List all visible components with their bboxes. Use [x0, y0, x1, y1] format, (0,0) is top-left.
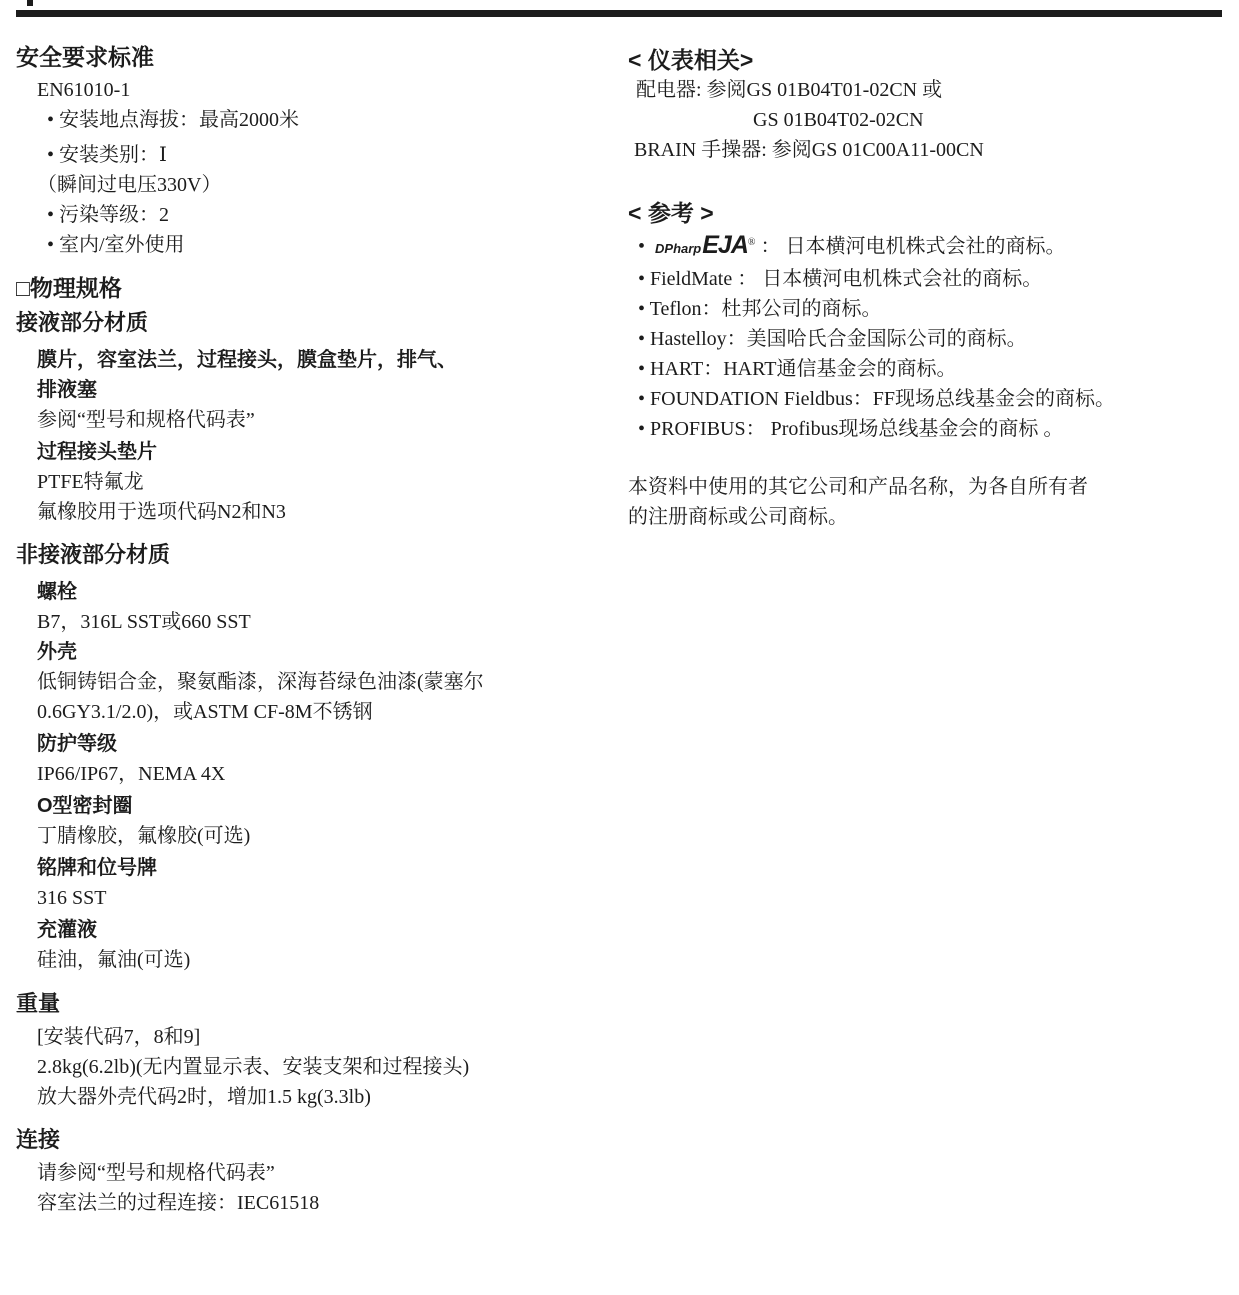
trademark-item: • FieldMate ： 日本横河电机株式会社的商标。 [638, 267, 1043, 290]
section-title-safety-standards: 安全要求标准 [16, 44, 154, 70]
spec-label: 铭牌和位号牌 [37, 857, 157, 879]
spec-label: 防护等级 [37, 733, 117, 755]
reference-line: GS 01B04T02-02CN [753, 109, 924, 131]
spec-label: 螺栓 [37, 581, 77, 603]
header-rule [16, 10, 1222, 17]
section-title-wetted-materials: 接液部分材质 [16, 310, 149, 335]
spec-line: 低铜铸铝合金，聚氨酯漆，深海苔绿色油漆(蒙塞尔 [37, 671, 484, 693]
spec-line: B7，316L SST或660 SST [37, 611, 251, 633]
spec-line: PTFE特氟龙 [37, 471, 144, 493]
spec-line: IP66/IP67，NEMA 4X [37, 763, 226, 785]
right-column [628, 36, 1234, 532]
spec-line: [安装代码7，8和9] [37, 1026, 201, 1048]
spec-line-bullet: • 安装地点海拔：最高2000米 [47, 109, 300, 131]
section-title-physical-spec: □物理规格 [16, 275, 122, 301]
trademark-item: • FOUNDATION Fieldbus：FF现场总线基金会的商标。 [638, 387, 1116, 410]
spec-line: （瞬间过电压330V） [37, 174, 222, 196]
spec-line: 硅油，氟油(可选) [37, 949, 191, 971]
registered-mark-icon: ® [747, 237, 756, 248]
trademark-item: • Teflon：杜邦公司的商标。 [638, 297, 882, 320]
bullet-glyph: • [638, 235, 646, 258]
reference-line: BRAIN 手操器: 参阅GS 01C00A11-00CN [634, 139, 984, 161]
spec-label: 膜片，容室法兰，过程接头，膜盒垫片，排气、 [37, 349, 457, 371]
section-title-nonwetted-materials: 非接液部分材质 [16, 542, 171, 567]
spec-line: 参阅“型号和规格代码表” [37, 409, 255, 431]
trademark-item: • Hastelloy：美国哈氏合金国际公司的商标。 [638, 327, 1027, 350]
dpharp-logo: DPharp [655, 240, 702, 256]
trademark-text: ： 日本横河电机株式会社的商标。 [755, 235, 1066, 258]
trademark-item-ejalogo [628, 228, 1234, 264]
page-crop-mark [27, 0, 33, 6]
section-title-connection: 连接 [16, 1127, 61, 1152]
spec-line: 316 SST [37, 887, 107, 909]
spec-line: 容室法兰的过程连接：IEC61518 [37, 1192, 320, 1214]
spec-label: 充灌液 [37, 919, 97, 941]
reference-line: 配电器: 参阅GS 01B04T01-02CN 或 [636, 79, 943, 101]
section-title-weight: 重量 [16, 991, 61, 1016]
spec-line: 2.8kg(6.2lb)(无内置显示表、安装支架和过程接头) [37, 1056, 470, 1078]
spec-line-bullet: • 污染等级：2 [47, 204, 170, 226]
trademark-notice-line: 本资料中使用的其它公司和产品名称，为各自所有者 [628, 475, 1088, 498]
spec-line: 放大器外壳代码2时，增加1.5 kg(3.3lb) [37, 1086, 371, 1108]
left-column [16, 36, 616, 1218]
spec-label: O型密封圈 [37, 795, 133, 817]
spec-line-bullet: • 室内/室外使用 [47, 234, 185, 256]
spec-line: 丁腈橡胶，氟橡胶(可选) [37, 825, 251, 847]
trademark-notice-line: 的注册商标或公司商标。 [628, 505, 848, 528]
spec-label: 排液塞 [37, 379, 97, 401]
spec-label: 外壳 [37, 641, 77, 663]
spec-line: 0.6GY3.1/2.0)，或ASTM CF-8M不锈钢 [37, 701, 373, 723]
spec-line: EN61010-1 [37, 79, 131, 101]
spec-line-bullet: • 安装类别：Ⅰ [47, 144, 167, 166]
trademark-item: • PROFIBUS： Profibus现场总线基金会的商标 。 [638, 417, 1064, 440]
section-title-instrument-related: < 仪表相关> [628, 47, 754, 73]
section-title-reference: < 参考 > [628, 200, 714, 226]
spec-line: 氟橡胶用于选项代码N2和N3 [37, 501, 286, 523]
spec-label: 过程接头垫片 [37, 441, 157, 463]
spec-line: 请参阅“型号和规格代码表” [37, 1162, 275, 1184]
trademark-item: • HART：HART通信基金会的商标。 [638, 357, 957, 380]
eja-logo: EJA [702, 230, 748, 259]
